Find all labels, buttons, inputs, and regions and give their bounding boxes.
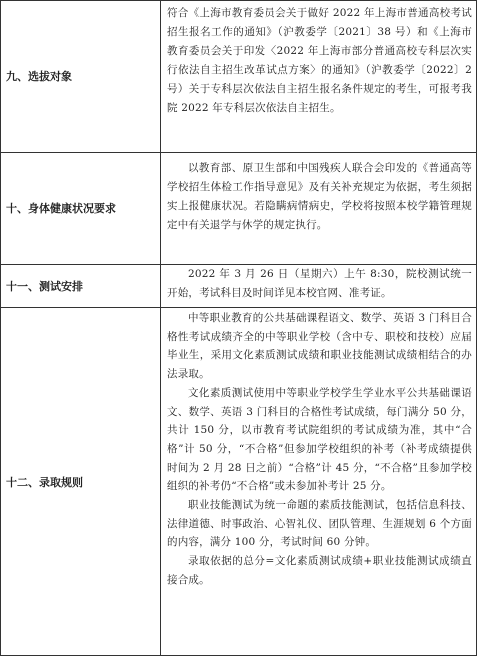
row-label: 十二、录取规则 (6, 475, 83, 489)
paragraph: 符合《上海市教育委员会关于做好 2022 年上海市普通高校考试招生报名工作的通知》（沪教委学〔2021〕38 号）和《上海市教育委员会关于印发〈2022 年上海市部分普通高校专科层次实行依法自主招生改革试点方案〉的通知》（沪教委学〔2022〕2 号）关于专科层次依法自主招生报名条件规定的考生，可报考我院 2022 年专科层次依法自主招生。 (167, 7, 472, 114)
paragraph: 职业技能测试为统一命题的素质技能测试，包括信息科技、法律道德、时事政治、心智礼仪、团队管理、生涯规划 6 个方面的内容，满分 100 分，考试时间 60 分钟。 (167, 499, 472, 549)
paragraph: 录取依据的总分=文化素质测试成绩+职业技能测试成绩直接合成。 (167, 555, 472, 586)
row-content (167, 265, 472, 303)
paragraph: 以教育部、原卫生部和中国残疾人联合会印发的《普通高等学校招生体检工作指导意见》及有关补充规定为依据，考生须据实上报健康状况。若隐瞒病情病史，学校将按照本校学籍管理规定中有关退学与休学的规定执行。 (167, 162, 472, 231)
row-label: 九、选拔对象 (6, 70, 72, 83)
row-content (167, 309, 472, 590)
row-label: 十一、测试安排 (6, 279, 83, 293)
row-content (167, 4, 472, 118)
paragraph: 2022 年 3 月 26 日（星期六）上午 8:30，院校测试统一开始，考试科目及时间详见本校官网、准考证。 (167, 268, 472, 299)
row-content (167, 159, 472, 235)
paragraph: 中等职业教育的公共基础课程语文、数学、英语 3 门科目合格性考试成绩齐全的中等职业学校（含中专、职校和技校）应届毕业生，采用文化素质测试成绩和职业技能测试成绩相结合的办法录取。 (167, 312, 472, 381)
paragraph: 文化素质测试使用中等职业学校学生学业水平公共基础课语文、数学、英语 3 门科目的合格性考试成绩，每门满分 50 分，共计 150 分，以市教育考试院组织的考试成绩为准，其中“合格”计 50 分，“不合格”但参加学校组织的补考（补考成绩提供时间为 2 月 28 日之前）“合格”计 45 分，“不合格”且参加学校组织的补考仍“不合格”或未参加补考计 25 分。 (167, 386, 472, 493)
row-label: 十、身体健康状况要求 (6, 202, 116, 215)
